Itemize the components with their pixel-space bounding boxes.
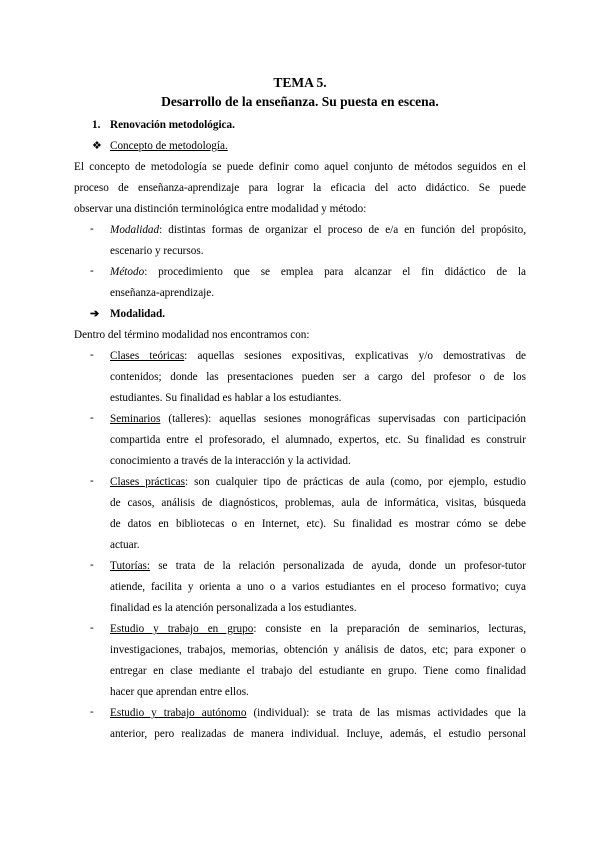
arrow-bullet-icon: ➔	[90, 308, 100, 320]
list-item	[110, 349, 526, 363]
item-text: : consiste en la preparación de seminarios, lecturas,	[253, 623, 526, 635]
concept-heading: Concepto de metodología.	[110, 140, 228, 152]
item-line: conocimiento a través de la interacción y la actividad.	[110, 455, 351, 467]
list-dash: -	[90, 349, 94, 361]
item-line: actuar.	[110, 539, 140, 551]
list-item	[110, 475, 526, 489]
term: Clases prácticas	[110, 476, 185, 488]
item-line: contenidos; donde las presentaciones pueden ser a cargo del profesor o de los	[110, 371, 526, 383]
def-text: : distintas formas de organizar el proceso de e/a en función del propósito,	[159, 224, 526, 236]
list-dash: -	[90, 223, 94, 235]
intro-line: proceso de enseñanza-aprendizaje para lograr la eficacia del acto didáctico. Se puede	[74, 182, 526, 194]
intro-line: observar una distinción terminológica entre modalidad y método:	[74, 203, 367, 215]
def-line: enseñanza-aprendizaje.	[110, 287, 215, 299]
modalidad-intro: Dentro del término modalidad nos encontramos con:	[74, 329, 310, 341]
def-text: : procedimiento que se emplea para alcanzar el fin didáctico de la	[144, 266, 526, 278]
list-item	[110, 559, 526, 573]
item-text: (talleres): aquellas sesiones monográficas supervisadas con participación	[160, 413, 526, 425]
list-dash: -	[90, 706, 94, 718]
term: Seminarios	[110, 413, 161, 425]
item-line: investigaciones, trabajos, memorias, obtención y análisis de datos, etc; para exponer o	[110, 644, 526, 656]
item-text: se trata de la relación personalizada de ayuda, donde un profesor-tutor	[150, 560, 526, 572]
term: Clases teóricas	[110, 350, 185, 362]
section-number: 1.	[92, 119, 101, 131]
item-line: finalidad es la atención personalizada a los estudiantes.	[110, 602, 357, 614]
term: Estudio y trabajo en grupo	[110, 623, 254, 635]
list-item	[110, 622, 526, 636]
doc-title: TEMA 5.	[273, 75, 327, 90]
list-item	[110, 412, 526, 426]
term: Modalidad	[110, 224, 160, 236]
list-dash: -	[90, 622, 94, 634]
list-item	[110, 706, 526, 720]
item-line: estudiantes. Su finalidad es hablar a los estudiantes.	[110, 392, 342, 404]
def-line: escenario y recursos.	[110, 245, 204, 257]
item-line: de datos en bibliotecas o en Internet, etc). Su finalidad es mostrar cómo se debe	[110, 518, 526, 530]
intro-line: El concepto de metodología se puede definir como aquel conjunto de métodos seguidos en el	[74, 161, 526, 173]
item-text: : aquellas sesiones expositivas, explicativas y/o demostrativas de	[184, 350, 526, 362]
item-text: : son cualquier tipo de prácticas de aula (como, por ejemplo, estudio	[185, 476, 526, 488]
term: Tutorías:	[110, 560, 150, 572]
item-line: hacer que aprendan entre ellos.	[110, 686, 249, 698]
list-dash: -	[90, 265, 94, 277]
list-dash: -	[90, 559, 94, 571]
item-text: (individual): se trata de las mismas actividades que la	[246, 707, 526, 719]
item-line: atiende, facilita y orienta a uno o a varios estudiantes en el proceso formativo; cuya	[110, 581, 526, 593]
doc-subtitle: Desarrollo de la enseñanza. Su puesta en escena.	[161, 94, 439, 109]
section-title: Renovación metodológica.	[110, 119, 235, 131]
item-line: entregar en clase mediante el trabajo del estudiante en grupo. Tiene como finalidad	[110, 665, 526, 677]
list-dash: -	[90, 475, 94, 487]
def-metodo	[110, 265, 526, 279]
item-line: compartida entre el profesorado, el alumnado, expertos, etc. Su finalidad es construir	[110, 434, 526, 446]
term: Método	[110, 266, 145, 278]
term: Estudio y trabajo autónomo	[110, 707, 247, 719]
modalidad-heading: Modalidad.	[110, 308, 166, 320]
def-modalidad	[110, 223, 526, 237]
item-line: de casos, análisis de diagnósticos, problemas, aula de informática, visitas, búsqueda	[110, 497, 526, 509]
item-line: anterior, pero realizadas de manera individual. Incluye, además, el estudio personal	[110, 728, 526, 740]
diamond-bullet-icon: ❖	[92, 140, 103, 152]
list-dash: -	[90, 412, 94, 424]
